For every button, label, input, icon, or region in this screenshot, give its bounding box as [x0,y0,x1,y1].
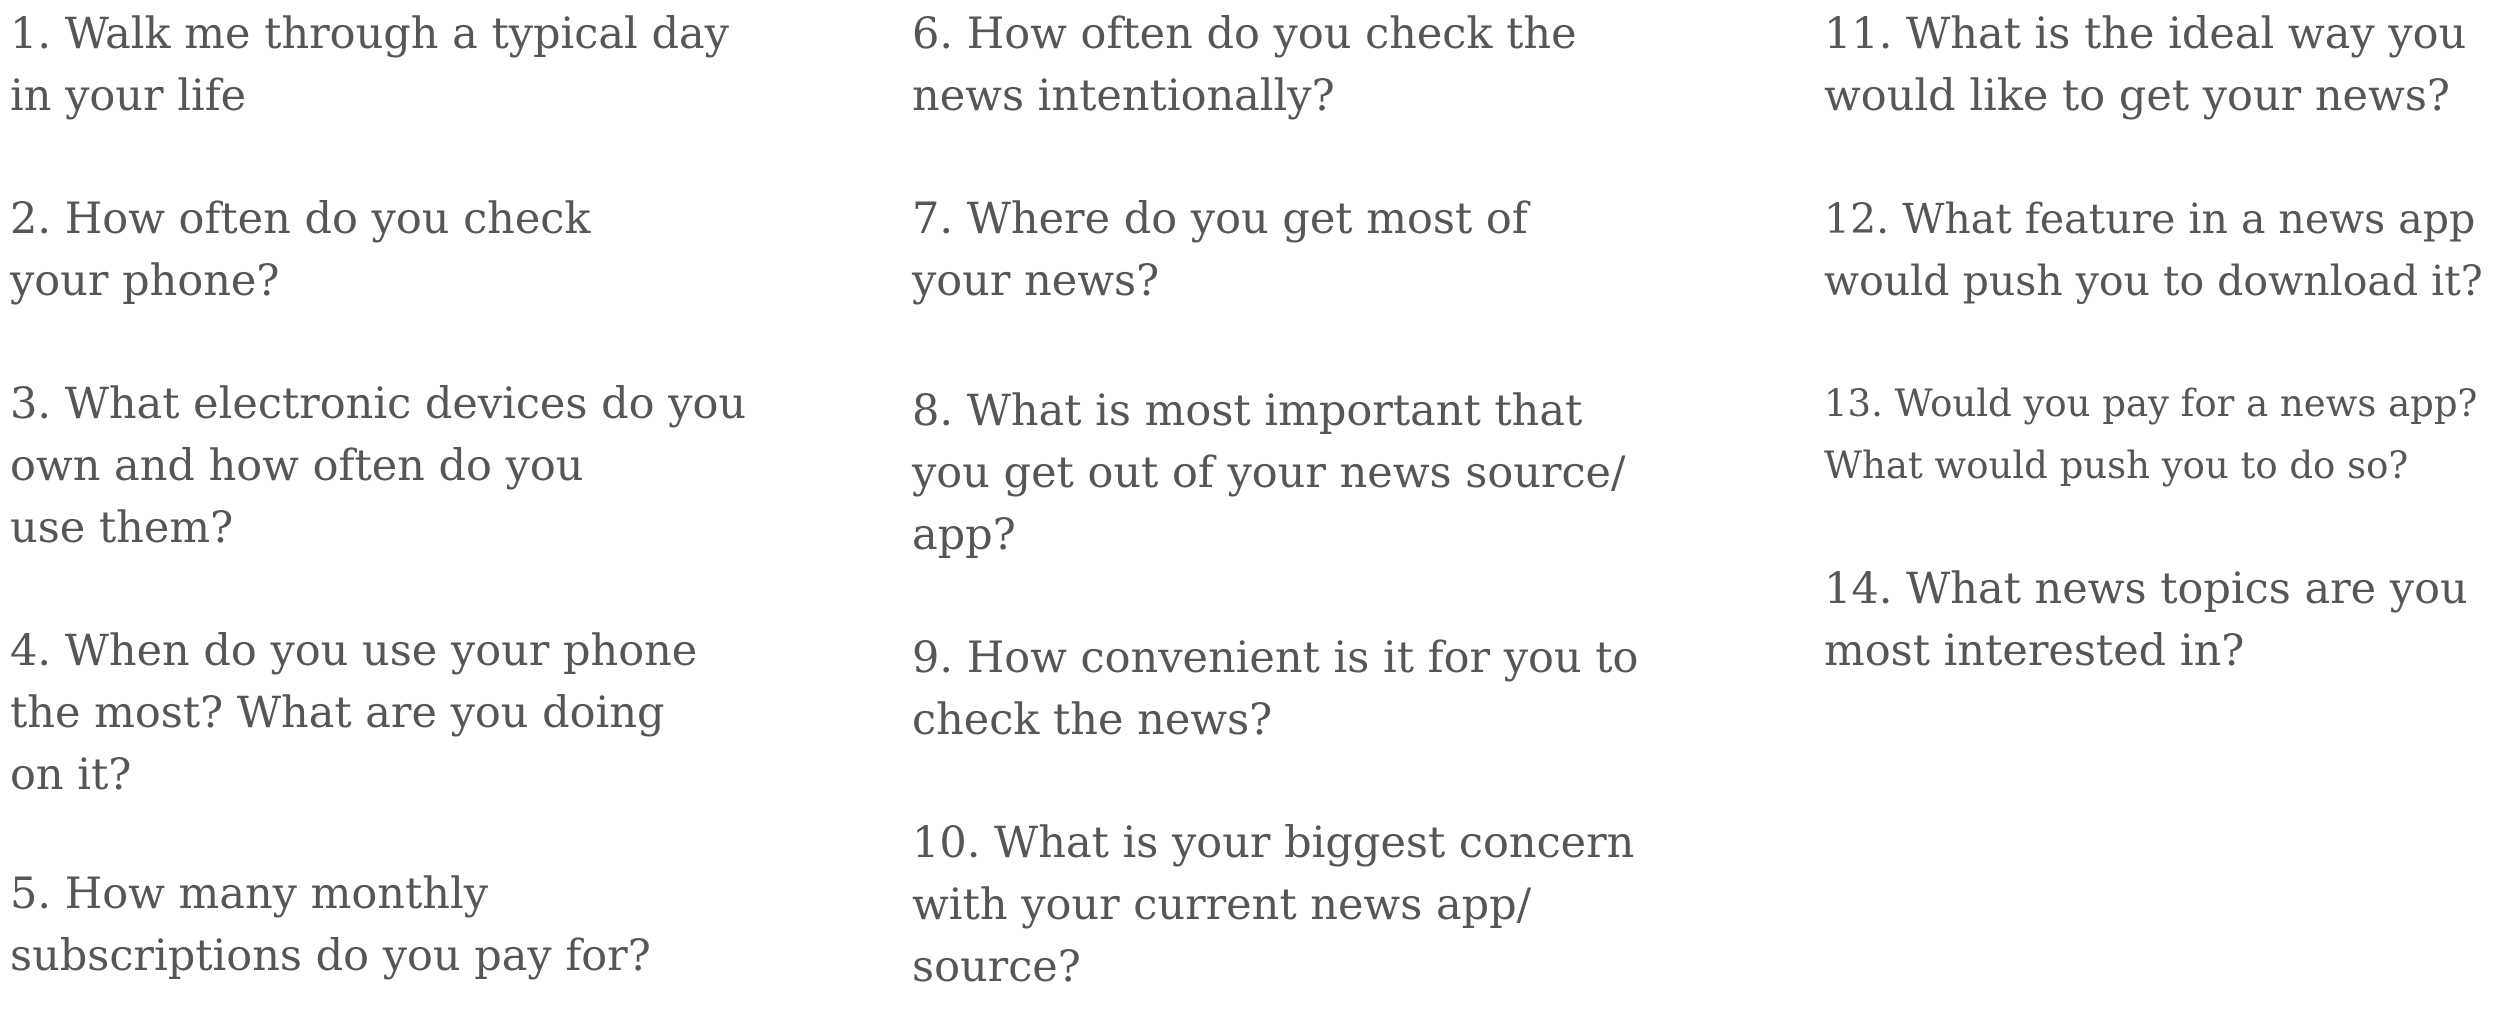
question-line: 5. How many monthly [10,869,488,919]
question-3 [10,373,746,559]
question-line: would like to get your news? [1824,71,2450,121]
question-line: you get out of your news source/ [912,448,1626,498]
question-13 [1824,373,2477,497]
question-line: in your life [10,71,247,121]
question-line: the most? What are you doing [10,688,665,738]
question-line: 7. Where do you get most of [912,194,1528,244]
question-line: most interested in? [1824,626,2245,676]
question-line: would push you to download it? [1824,257,2483,305]
question-5 [10,863,651,987]
question-line: your news? [912,256,1160,306]
question-line: use them? [10,503,234,553]
question-8 [912,380,1625,566]
question-line: app? [912,510,1016,560]
question-line: your phone? [10,256,280,306]
question-line: subscriptions do you pay for? [10,931,651,981]
question-line: 12. What feature in a news app [1824,195,2476,243]
question-line: source? [912,942,1081,992]
question-line: 8. What is most important that [912,386,1583,436]
question-line: 14. What news topics are you [1824,564,2468,614]
question-1 [10,3,729,127]
question-2 [10,188,590,312]
question-line: What would push you to do so? [1824,444,2409,487]
question-9 [912,627,1638,751]
question-7 [912,188,1528,312]
question-line: 11. What is the ideal way you [1824,9,2467,59]
question-line: news intentionally? [912,71,1335,121]
question-line: check the news? [912,695,1273,745]
question-line: own and how often do you [10,441,584,491]
question-line: 6. How often do you check the [912,9,1577,59]
question-line: 9. How convenient is it for you to [912,633,1639,683]
question-line: 4. When do you use your phone [10,626,698,676]
question-10 [912,812,1634,998]
question-line: 10. What is your biggest concern [912,818,1635,868]
question-line: with your current news app/ [912,880,1532,930]
question-6 [912,3,1577,127]
question-4 [10,620,697,806]
question-line: on it? [10,750,132,800]
question-line: 13. Would you pay for a news app? [1824,382,2478,425]
question-line: 2. How often do you check [10,194,591,244]
question-line: 1. Walk me through a typical day [10,9,729,59]
question-line: 3. What electronic devices do you [10,379,747,429]
question-12 [1824,188,2483,312]
question-11 [1824,3,2466,127]
question-14 [1824,558,2468,682]
